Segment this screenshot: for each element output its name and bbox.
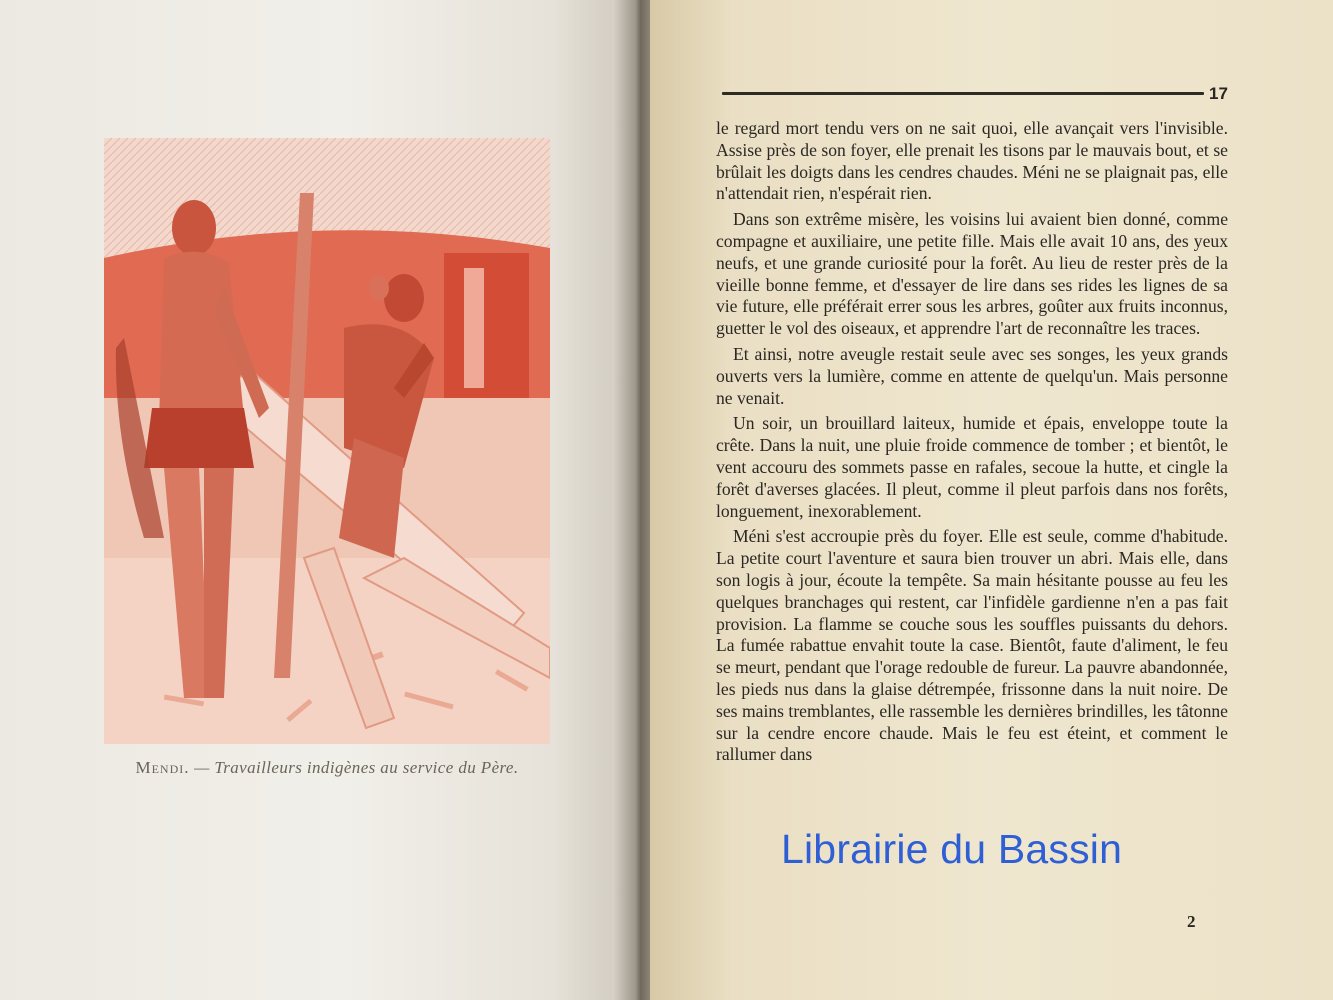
watermark: Librairie du Bassin	[781, 826, 1123, 872]
paragraph-4: Un soir, un brouillard laiteux, humide et épais, enveloppe toute la crête. Dans la nuit, une pluie froide commence de tomber ; et bientôt, le vent accouru des sommets passe en rafales, secoue la hutte, et cingle la forêt d'averses glacées. Il pleut, comme il pleut parfois dans nos forêts, longuement, inexorablement.	[716, 413, 1228, 521]
paragraph-5: Méni s'est accroupie près du foyer. Elle est seule, comme d'habitude. La petite court l'aventure et saura bien trouver un abri. Mais elle, dans son logis à jour, écoute la tempête. Sa main hésitante pousse au feu les quelques branchages qui restent, car l'infidèle gardienne n'en a pas fait provision. La flamme se couche sous les souffles puissants du dehors. La fumée rabattue envahit toute la case. Bientôt, faute d'aliment, le feu se meurt, pendant que l'orage redouble de fureur. La pauvre abandonnée, les pieds nus dans la glaise détrempée, frissonne dans la nuit noire. De ses mains tremblantes, elle rassemble les dernières brindilles, les tâtonne sur la cendre encore chaude. Mais le feu est éteint, et comment le rallumer dans	[716, 526, 1228, 765]
page-number: 17	[1209, 84, 1228, 103]
paragraph-3: Et ainsi, notre aveugle restait seule avec ses songes, les yeux grands ouverts vers la lumière, comme en attente de quelqu'un. Mais personne ne venait.	[716, 343, 1228, 408]
body-text	[716, 118, 1228, 770]
caption-text: — Travailleurs indigènes au service du Père.	[189, 758, 519, 777]
header-rule	[722, 92, 1204, 95]
caption-place: Mendi.	[135, 758, 190, 777]
paragraph-1: le regard mort tendu vers on ne sait quoi, elle avançait vers l'invisible. Assise près de son foyer, elle prenait les tisons par le mauvais bout, et se brûlait les doigts dans les cendres chaudes. Méni ne se plaignait pas, elle n'attendait rien, n'espérait rien.	[716, 118, 1228, 204]
left-page	[0, 0, 628, 1000]
paragraph-2: Dans son extrême misère, les voisins lui avaient bien donné, comme compagne et auxiliaire, une petite fille. Mais elle avait 10 ans, des yeux neufs, et une grande curiosité pour la forêt. Au lieu de rester près de la vieille bonne femme, et d'essayer de lire dans ses rides les lignes de sa vie future, elle préférait errer sous les arbres, goûter aux fruits inconnus, guetter le vol des oiseaux, et apprendre l'art de reconnaître les traces.	[716, 209, 1228, 339]
photo-caption	[104, 758, 550, 778]
photo-workers	[104, 138, 550, 744]
signature-mark: 2	[1187, 912, 1196, 931]
